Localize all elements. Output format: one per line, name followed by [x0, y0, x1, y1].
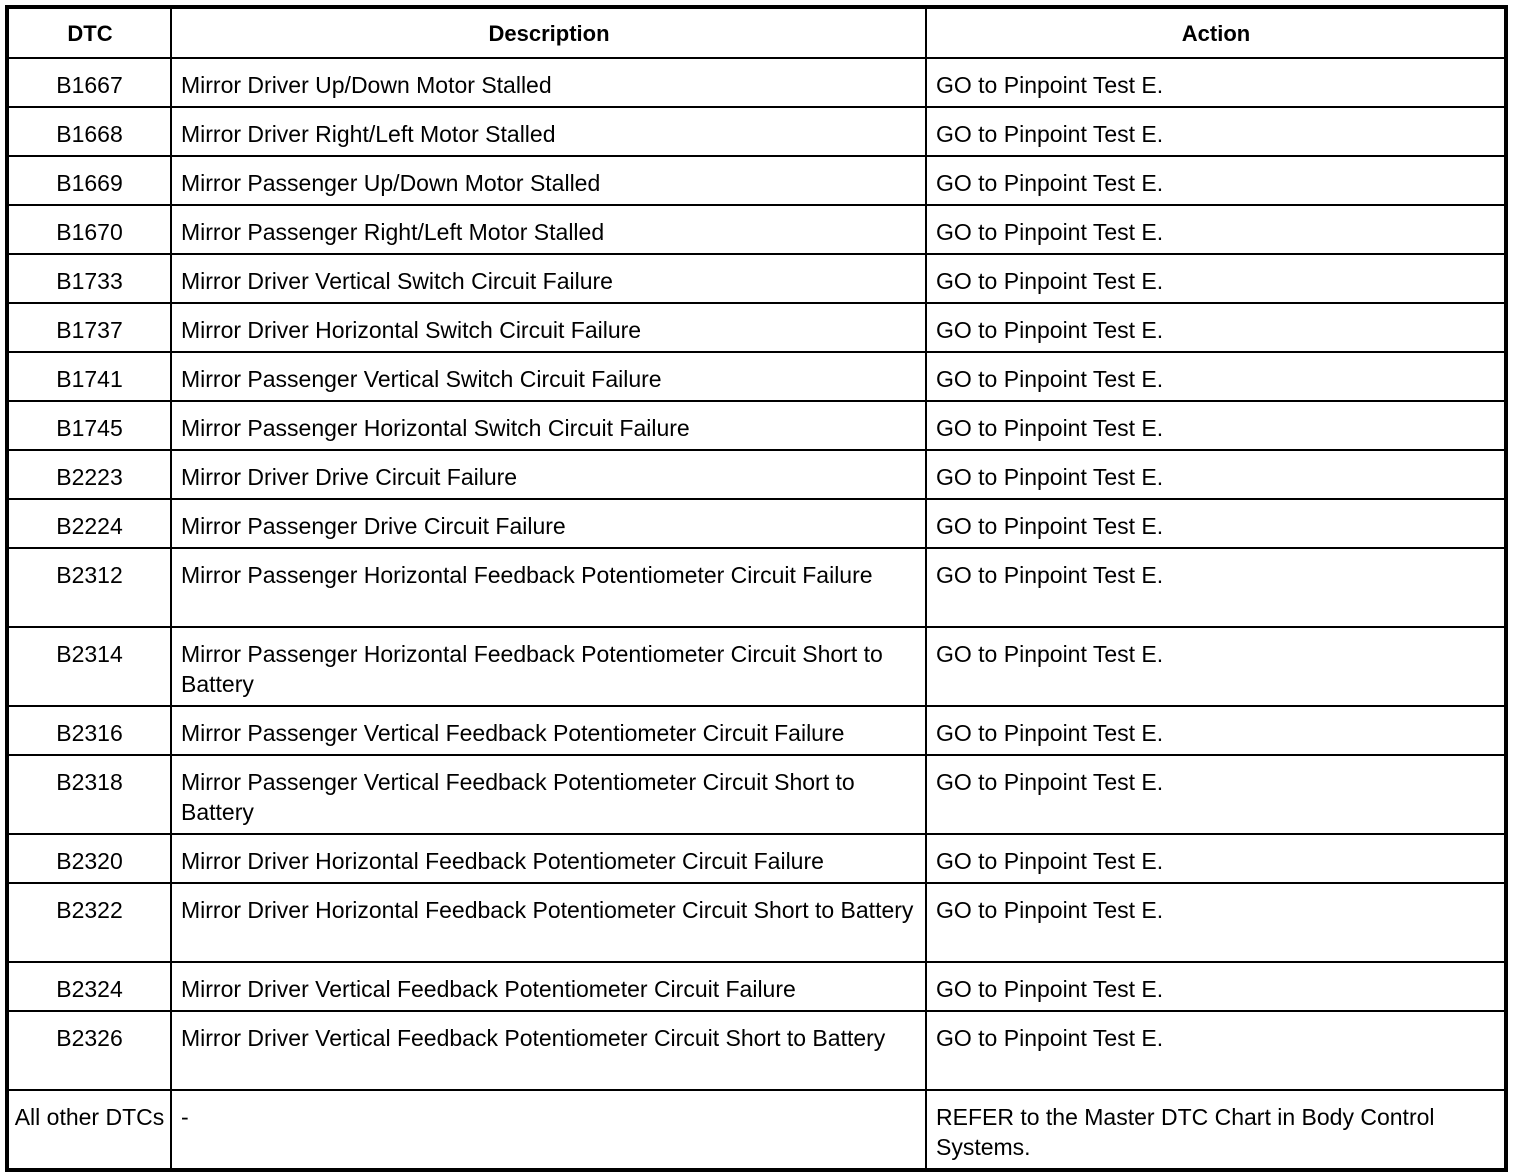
action-cell: GO to Pinpoint Test E. [926, 627, 1506, 706]
description-cell: Mirror Driver Vertical Feedback Potentiometer Circuit Failure [171, 962, 926, 1011]
dtc-cell: B2224 [7, 499, 171, 548]
action-cell: GO to Pinpoint Test E. [926, 834, 1506, 883]
table-row [7, 1090, 1506, 1170]
dtc-cell: B2322 [7, 883, 171, 962]
table-row [7, 548, 1506, 627]
description-cell: Mirror Driver Vertical Switch Circuit Failure [171, 254, 926, 303]
table-row [7, 107, 1506, 156]
header-description: Description [171, 7, 926, 58]
description-cell: Mirror Driver Horizontal Feedback Potentiometer Circuit Short to Battery [171, 883, 926, 962]
dtc-cell: B2326 [7, 1011, 171, 1090]
table-row [7, 401, 1506, 450]
table-row [7, 303, 1506, 352]
description-cell: - [171, 1090, 926, 1170]
table-row [7, 58, 1506, 107]
action-cell: GO to Pinpoint Test E. [926, 107, 1506, 156]
dtc-cell: B1667 [7, 58, 171, 107]
action-cell: GO to Pinpoint Test E. [926, 499, 1506, 548]
action-cell: GO to Pinpoint Test E. [926, 755, 1506, 834]
dtc-cell: B2223 [7, 450, 171, 499]
dtc-cell: B1733 [7, 254, 171, 303]
description-cell: Mirror Driver Up/Down Motor Stalled [171, 58, 926, 107]
table-row [7, 499, 1506, 548]
description-cell: Mirror Passenger Up/Down Motor Stalled [171, 156, 926, 205]
dtc-cell: B2318 [7, 755, 171, 834]
table-row [7, 352, 1506, 401]
dtc-cell: B2320 [7, 834, 171, 883]
action-cell: GO to Pinpoint Test E. [926, 706, 1506, 755]
action-cell: GO to Pinpoint Test E. [926, 450, 1506, 499]
table-row [7, 627, 1506, 706]
table-row [7, 883, 1506, 962]
action-cell: GO to Pinpoint Test E. [926, 1011, 1506, 1090]
dtc-cell: B2314 [7, 627, 171, 706]
dtc-table [5, 5, 1508, 1172]
action-cell: GO to Pinpoint Test E. [926, 205, 1506, 254]
description-cell: Mirror Passenger Vertical Switch Circuit Failure [171, 352, 926, 401]
header-dtc: DTC [7, 7, 171, 58]
action-cell: GO to Pinpoint Test E. [926, 58, 1506, 107]
description-cell: Mirror Driver Drive Circuit Failure [171, 450, 926, 499]
description-cell: Mirror Passenger Horizontal Feedback Potentiometer Circuit Short to Battery [171, 627, 926, 706]
dtc-cell: B1670 [7, 205, 171, 254]
table-row [7, 834, 1506, 883]
table-row [7, 156, 1506, 205]
description-cell: Mirror Passenger Right/Left Motor Stalled [171, 205, 926, 254]
dtc-cell: B1668 [7, 107, 171, 156]
action-cell: REFER to the Master DTC Chart in Body Control Systems. [926, 1090, 1506, 1170]
action-cell: GO to Pinpoint Test E. [926, 962, 1506, 1011]
table-row [7, 1011, 1506, 1090]
description-cell: Mirror Passenger Drive Circuit Failure [171, 499, 926, 548]
action-cell: GO to Pinpoint Test E. [926, 352, 1506, 401]
dtc-cell: B1737 [7, 303, 171, 352]
action-cell: GO to Pinpoint Test E. [926, 156, 1506, 205]
table-row [7, 962, 1506, 1011]
description-cell: Mirror Driver Right/Left Motor Stalled [171, 107, 926, 156]
dtc-cell: B2312 [7, 548, 171, 627]
action-cell: GO to Pinpoint Test E. [926, 883, 1506, 962]
description-cell: Mirror Driver Horizontal Feedback Potentiometer Circuit Failure [171, 834, 926, 883]
action-cell: GO to Pinpoint Test E. [926, 401, 1506, 450]
header-action: Action [926, 7, 1506, 58]
dtc-cell: B2324 [7, 962, 171, 1011]
table-row [7, 254, 1506, 303]
table-row [7, 706, 1506, 755]
description-cell: Mirror Passenger Vertical Feedback Potentiometer Circuit Failure [171, 706, 926, 755]
dtc-cell: B1741 [7, 352, 171, 401]
description-cell: Mirror Driver Horizontal Switch Circuit Failure [171, 303, 926, 352]
description-cell: Mirror Driver Vertical Feedback Potentiometer Circuit Short to Battery [171, 1011, 926, 1090]
dtc-cell: B2316 [7, 706, 171, 755]
description-cell: Mirror Passenger Horizontal Feedback Potentiometer Circuit Failure [171, 548, 926, 627]
dtc-cell: All other DTCs [7, 1090, 171, 1170]
description-cell: Mirror Passenger Horizontal Switch Circuit Failure [171, 401, 926, 450]
action-cell: GO to Pinpoint Test E. [926, 303, 1506, 352]
dtc-cell: B1745 [7, 401, 171, 450]
table-row [7, 205, 1506, 254]
header-row [7, 7, 1506, 58]
table-row [7, 755, 1506, 834]
action-cell: GO to Pinpoint Test E. [926, 548, 1506, 627]
action-cell: GO to Pinpoint Test E. [926, 254, 1506, 303]
description-cell: Mirror Passenger Vertical Feedback Potentiometer Circuit Short to Battery [171, 755, 926, 834]
dtc-cell: B1669 [7, 156, 171, 205]
table-row [7, 450, 1506, 499]
